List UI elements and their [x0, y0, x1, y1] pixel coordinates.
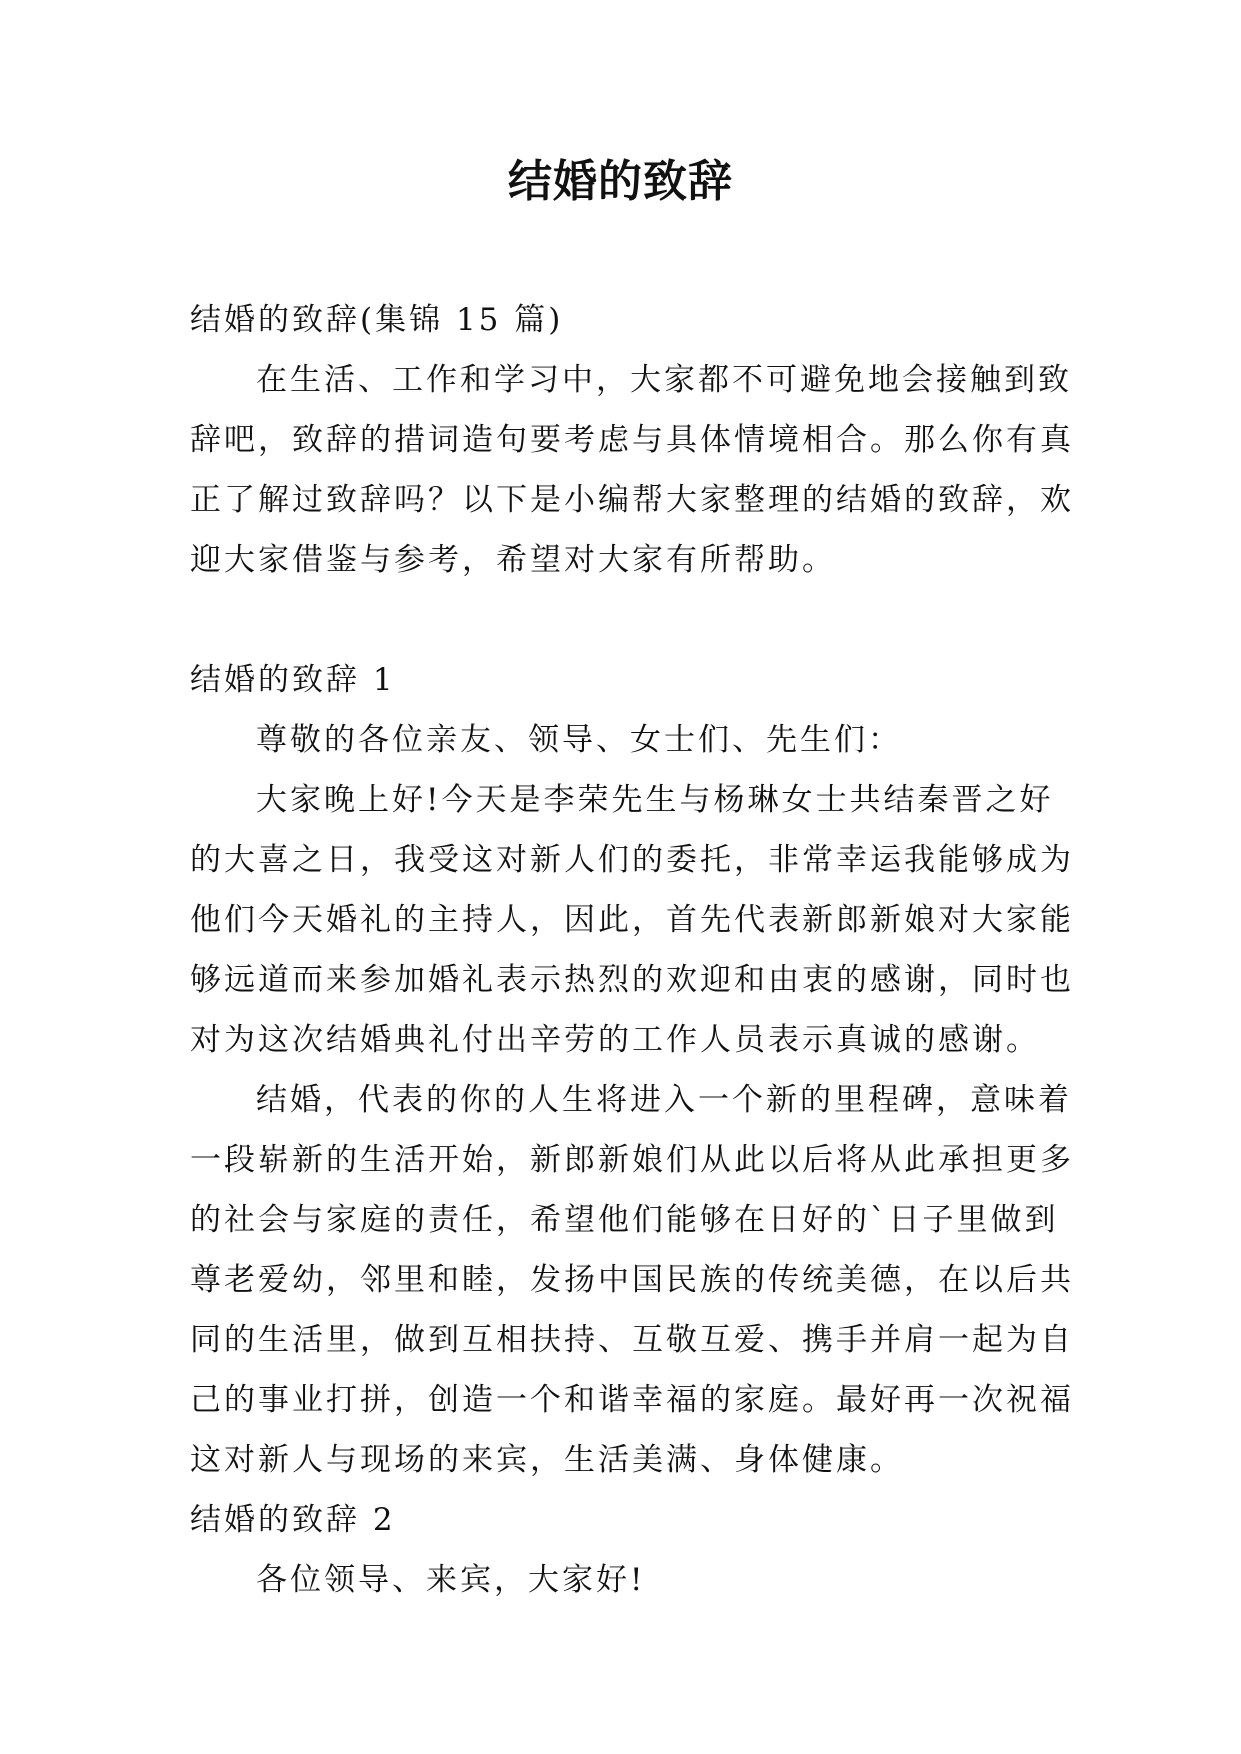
- paragraph-line: 同的生活里，做到互相扶持、互敬互爱、携手并肩一起为自: [190, 1322, 1074, 1358]
- paragraph-line: 这对新人与现场的来宾，生活美满、身体健康。: [190, 1442, 904, 1478]
- salutation: 各位领导、来宾，大家好!: [256, 1562, 646, 1598]
- paragraph-line: 大家晚上好!今天是李荣先生与杨琳女士共结秦晋之好: [256, 782, 1054, 818]
- paragraph-line: 对为这次结婚典礼付出辛劳的工作人员表示真诚的感谢。: [190, 1022, 1040, 1058]
- document-subtitle: 结婚的致辞(集锦 15 篇): [190, 302, 564, 338]
- paragraph-line: 己的事业打拼，创造一个和谐幸福的家庭。最好再一次祝福: [190, 1382, 1074, 1418]
- intro-line: 辞吧，致辞的措词造句要考虑与具体情境相合。那么你有真: [190, 422, 1074, 458]
- salutation: 尊敬的各位亲友、领导、女士们、先生们：: [256, 722, 902, 758]
- paragraph-line: 的社会与家庭的责任，希望他们能够在日好的`日子里做到: [190, 1202, 1059, 1238]
- paragraph-gap: [190, 590, 1052, 650]
- intro-line: 迎大家借鉴与参考，希望对大家有所帮助。: [190, 542, 836, 578]
- section-heading: 结婚的致辞 2: [190, 1502, 396, 1538]
- paragraph-line: 结婚，代表的你的人生将进入一个新的里程碑，意味着: [256, 1082, 1072, 1118]
- intro-line: 正了解过致辞吗？以下是小编帮大家整理的结婚的致辞，欢: [190, 482, 1074, 518]
- document-body: [190, 290, 1074, 1610]
- paragraph-line: 够远道而来参加婚礼表示热烈的欢迎和由衷的感谢，同时也: [190, 962, 1074, 998]
- paragraph-line: 的大喜之日，我受这对新人们的委托，非常幸运我能够成为: [190, 842, 1074, 878]
- paragraph-line: 一段崭新的生活开始，新郎新娘们从此以后将从此承担更多: [190, 1142, 1074, 1178]
- paragraph-line: 尊老爱幼，邻里和睦，发扬中国民族的传统美德，在以后共: [190, 1262, 1074, 1298]
- section-heading: 结婚的致辞 1: [190, 662, 396, 698]
- intro-line: 在生活、工作和学习中，大家都不可避免地会接触到致: [256, 362, 1072, 398]
- document-title: 结婚的致辞: [508, 156, 733, 207]
- paragraph-line: 他们今天婚礼的主持人，因此，首先代表新郎新娘对大家能: [190, 902, 1074, 938]
